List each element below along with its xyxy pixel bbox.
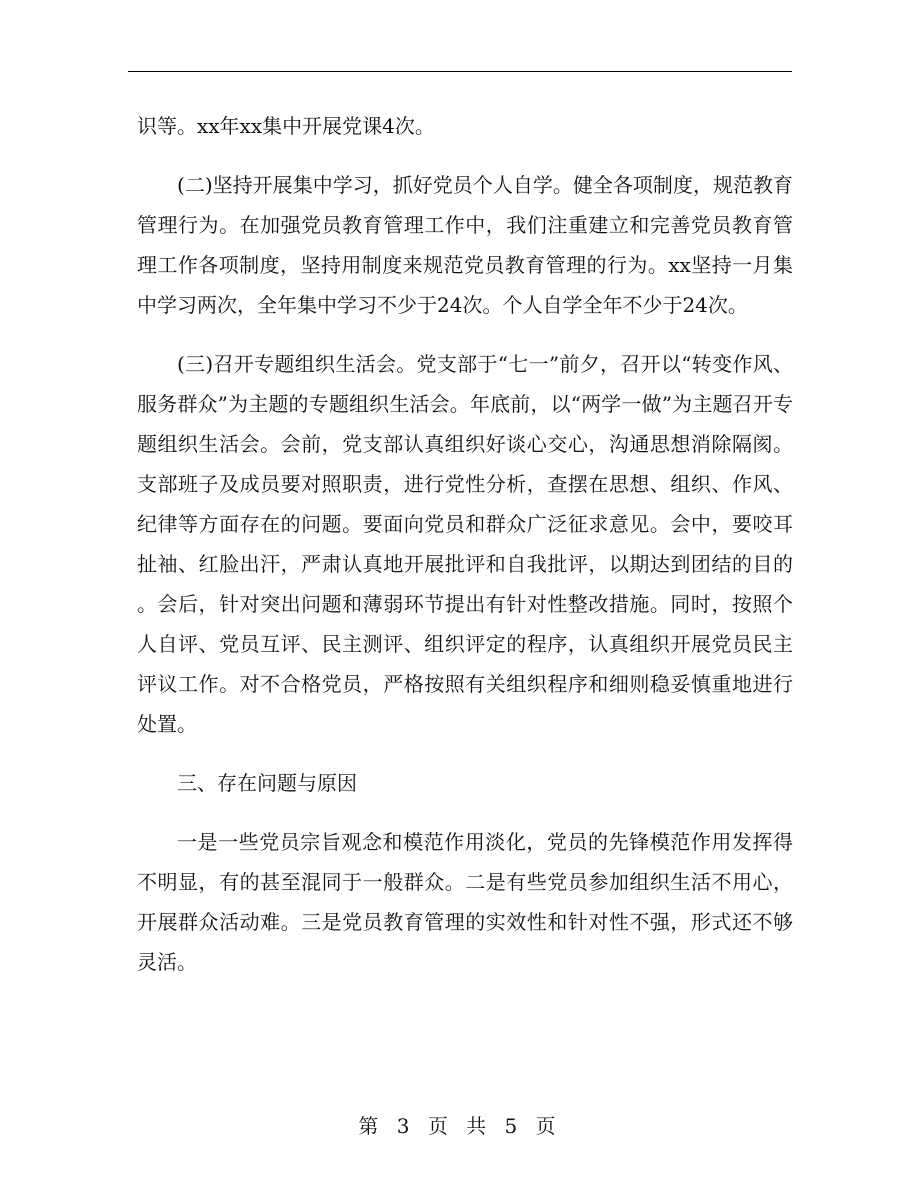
paragraph-gap	[137, 146, 793, 165]
paragraph-gap	[137, 803, 793, 822]
paragraph-continuation: 识等。xx年xx集中开展党课4次。	[137, 114, 435, 138]
page-number-footer: 第 3 页 共 5 页	[358, 1114, 562, 1138]
paragraph-gap	[137, 744, 793, 763]
header-rule	[128, 71, 792, 72]
paragraph-problems: 一是一些党员宗旨观念和模范作用淡化，党员的先锋模范作用发挥得不明显，有的甚至混同于一般群众。二是有些党员参加组织生活不用心，开展群众活动难。三是党员教育管理的实效性和针对性不强，形式还不够灵活。	[137, 830, 793, 974]
document-body	[137, 106, 793, 982]
paragraph-life-meeting: (三)召开专题组织生活会。党支部于“七一”前夕，召开以“转变作风、服务群众”为主题的专题组织生活会。年底前，以“两学一做”为主题召开专题组织生活会。会前，党支部认真组织好谈心交心，沟通思想消除隔阂。支部班子及成员要对照职责，进行党性分析，查摆在思想、组织、作风、纪律等方面存在的问题。要面向党员和群众广泛征求意见。会中，要咬耳扯袖、红脸出汗，严肃认真地开展批评和自我批评，以期达到团结的目的。会后，针对突出问题和薄弱环节提出有针对性整改措施。同时，按照个人自评、党员互评、民主测评、组织评定的程序，认真组织开展党员民主评议工作。对不合格党员，严格按照有关组织程序和细则稳妥慎重地进行处置。	[137, 352, 793, 736]
paragraph-gap	[137, 325, 793, 344]
section-heading-problems: 三、存在问题与原因	[177, 771, 357, 795]
paragraph-study: (二)坚持开展集中学习，抓好党员个人自学。健全各项制度，规范教育管理行为。在加强党员教育管理工作中，我们注重建立和完善党员教育管理工作各项制度，坚持用制度来规范党员教育管理的行为。xx坚持一月集中学习两次，全年集中学习不少于24次。个人自学全年不少于24次。	[137, 173, 793, 317]
